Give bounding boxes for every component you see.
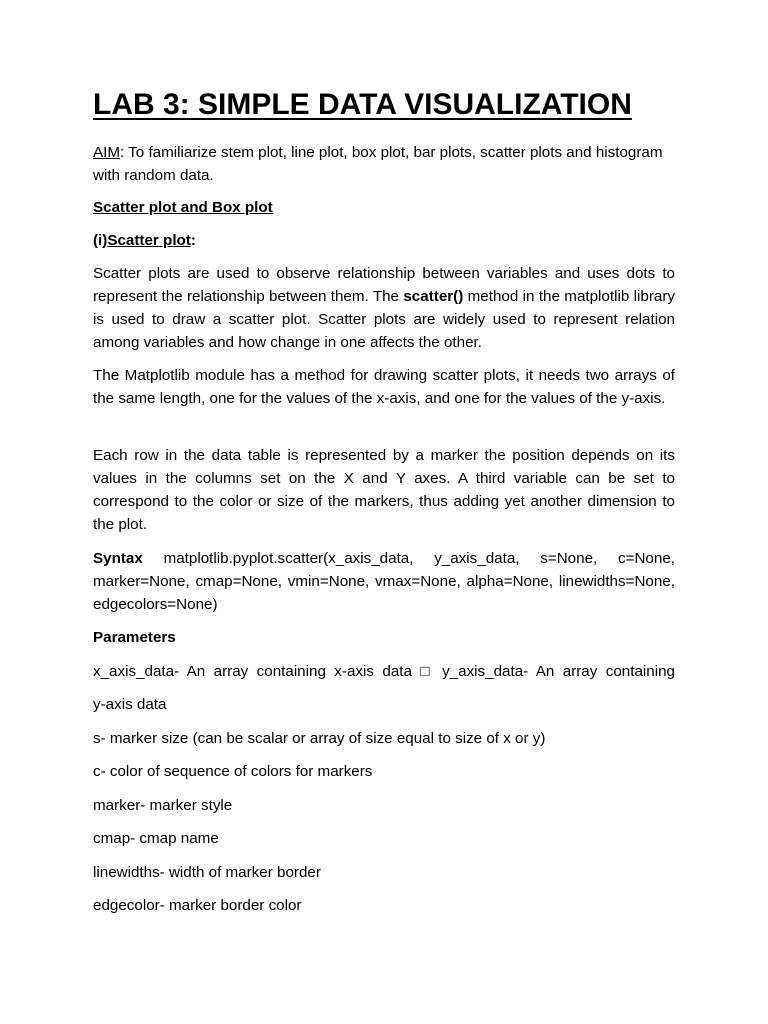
syntax-text: matplotlib.pyplot.scatter(x_axis_data, y_axis_data, s=None, c=None, marker=None, cmap=None, vmin=None, vmax=None, alpha=None, linewidths=None, edgecolors=None) [93, 550, 675, 613]
subsection-prefix: (i) [93, 232, 108, 249]
subsection-label: Scatter plot [107, 232, 191, 249]
aim-label: AIM [93, 144, 121, 161]
parameter-s: s- marker size (can be scalar or array of size equal to size of x or y) [93, 730, 546, 747]
section-heading: Scatter plot and Box plot [93, 199, 273, 216]
aim-text: : To familiarize stem plot, line plot, box plot, bar plots, scatter plots and histogram with random data. [93, 144, 663, 184]
parameter-edgecolor: edgecolor- marker border color [93, 897, 302, 914]
scatter-function-name: scatter() [403, 288, 464, 305]
parameter-axis-data-continued: y-axis data [93, 696, 167, 713]
parameter-cmap: cmap- cmap name [93, 830, 219, 847]
aim-paragraph [93, 141, 675, 187]
subsection-suffix: : [190, 232, 196, 249]
para1-after: method in the matplotlib library is used to draw a scatter plot. Scatter plots are widely used to represent relation among variables and how change in one affects the other. [93, 288, 675, 351]
syntax-paragraph [93, 547, 675, 616]
parameters-heading: Parameters [93, 629, 176, 646]
parameter-c: c- color of sequence of colors for markers [93, 763, 373, 780]
scatter-paragraph-2: The Matplotlib module has a method for drawing scatter plots, it needs two arrays of the same length, one for the values of the x-axis, and one for the values of the y-axis. [93, 367, 675, 407]
syntax-label: Syntax [93, 550, 143, 567]
scatter-paragraph-1 [93, 262, 675, 354]
subsection-heading [93, 229, 675, 252]
para1-before: Scatter plots are used to observe relationship between variables and uses dots to represent the relationship between them. The [93, 265, 675, 305]
parameter-linewidths: linewidths- width of marker border [93, 864, 321, 881]
parameter-marker: marker- marker style [93, 797, 233, 814]
scatter-paragraph-3: Each row in the data table is represented by a marker the position depends on its values in the columns set on the X and Y axes. A third variable can be set to correspond to the color or size of the markers, thus adding yet another dimension to the plot. [93, 447, 675, 533]
parameter-axis-data: x_axis_data- An array containing x-axis data □ y_axis_data- An array containing [93, 663, 675, 680]
page-title: LAB 3: SIMPLE DATA VISUALIZATION [93, 88, 632, 121]
